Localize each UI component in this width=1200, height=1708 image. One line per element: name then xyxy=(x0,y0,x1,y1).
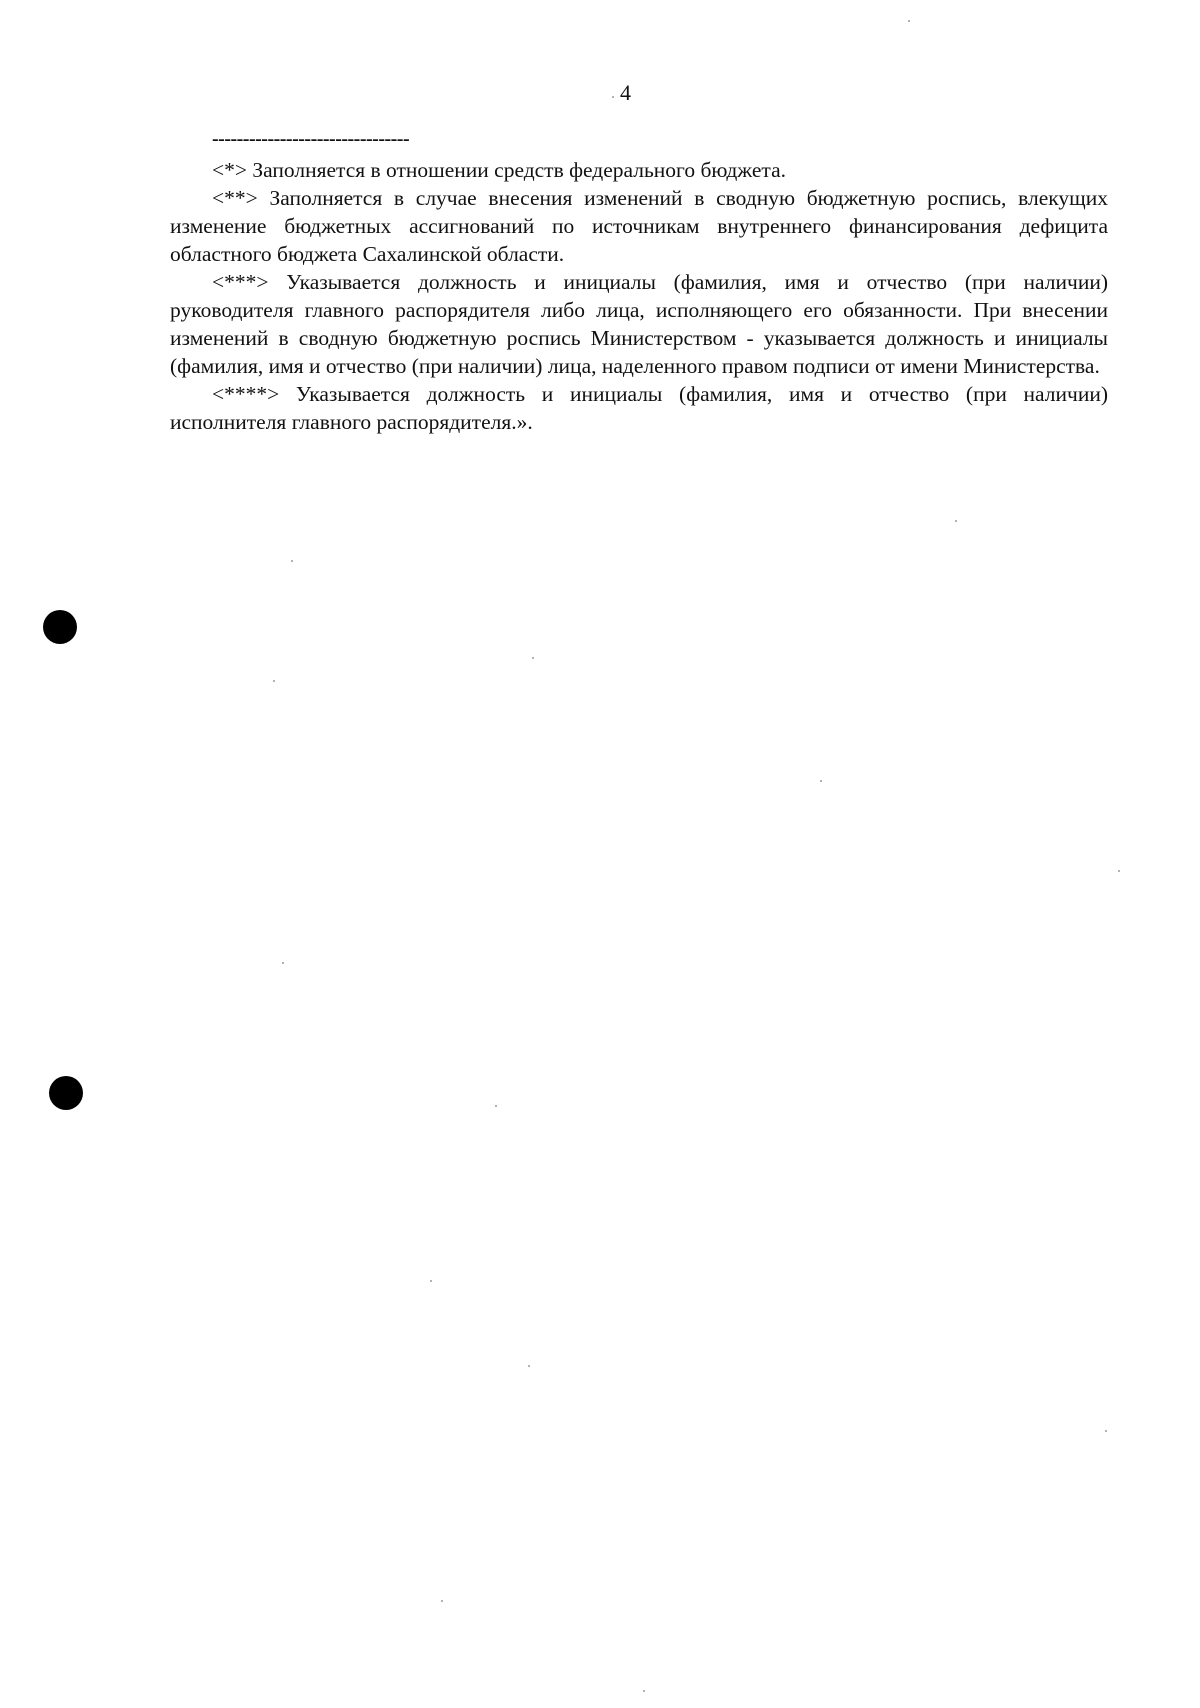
scan-speck xyxy=(430,1280,432,1282)
scan-speck xyxy=(1118,870,1120,872)
scan-speck xyxy=(282,962,284,964)
footnote-separator: -------------------------------- xyxy=(212,128,410,150)
scan-speck xyxy=(291,560,293,562)
footnote-3: <***> Указывается должность и инициалы (фамилия, имя и отчество (при наличии) руководителя главного распорядителя либо лица, исполняющего его обязанности. При внесении изменений в сводную бюджетную роспись Министерством - указывается должность и инициалы (фамилия, имя и отчество (при наличии) лица, наделенного правом подписи от имени Министерства. xyxy=(170,270,1108,378)
scan-speck xyxy=(441,1600,443,1602)
scan-speck xyxy=(528,1365,530,1367)
punch-hole-bottom xyxy=(49,1076,83,1110)
scan-speck xyxy=(1105,1430,1107,1432)
footnote-4: <****> Указывается должность и инициалы (фамилия, имя и отчество (при наличии) исполнителя главного распорядителя.». xyxy=(170,382,1108,434)
page-number: 4 xyxy=(620,80,631,105)
scan-speck xyxy=(820,780,822,782)
footnotes-block xyxy=(170,156,1108,436)
scan-speck xyxy=(643,1690,645,1692)
punch-hole-top xyxy=(43,610,77,644)
footnote-2: <**> Заполняется в случае внесения изменений в сводную бюджетную роспись, влекущих изменение бюджетных ассигнований по источникам внутреннего финансирования дефицита областного бюджета Сахалинской области. xyxy=(170,186,1108,266)
scan-speck xyxy=(612,96,614,98)
scan-speck xyxy=(495,1105,497,1107)
footnote-1: <*> Заполняется в отношении средств федерального бюджета. xyxy=(212,158,786,182)
scan-speck xyxy=(532,657,534,659)
scan-speck xyxy=(908,20,910,22)
scan-speck xyxy=(955,520,957,522)
scan-speck xyxy=(273,680,275,682)
